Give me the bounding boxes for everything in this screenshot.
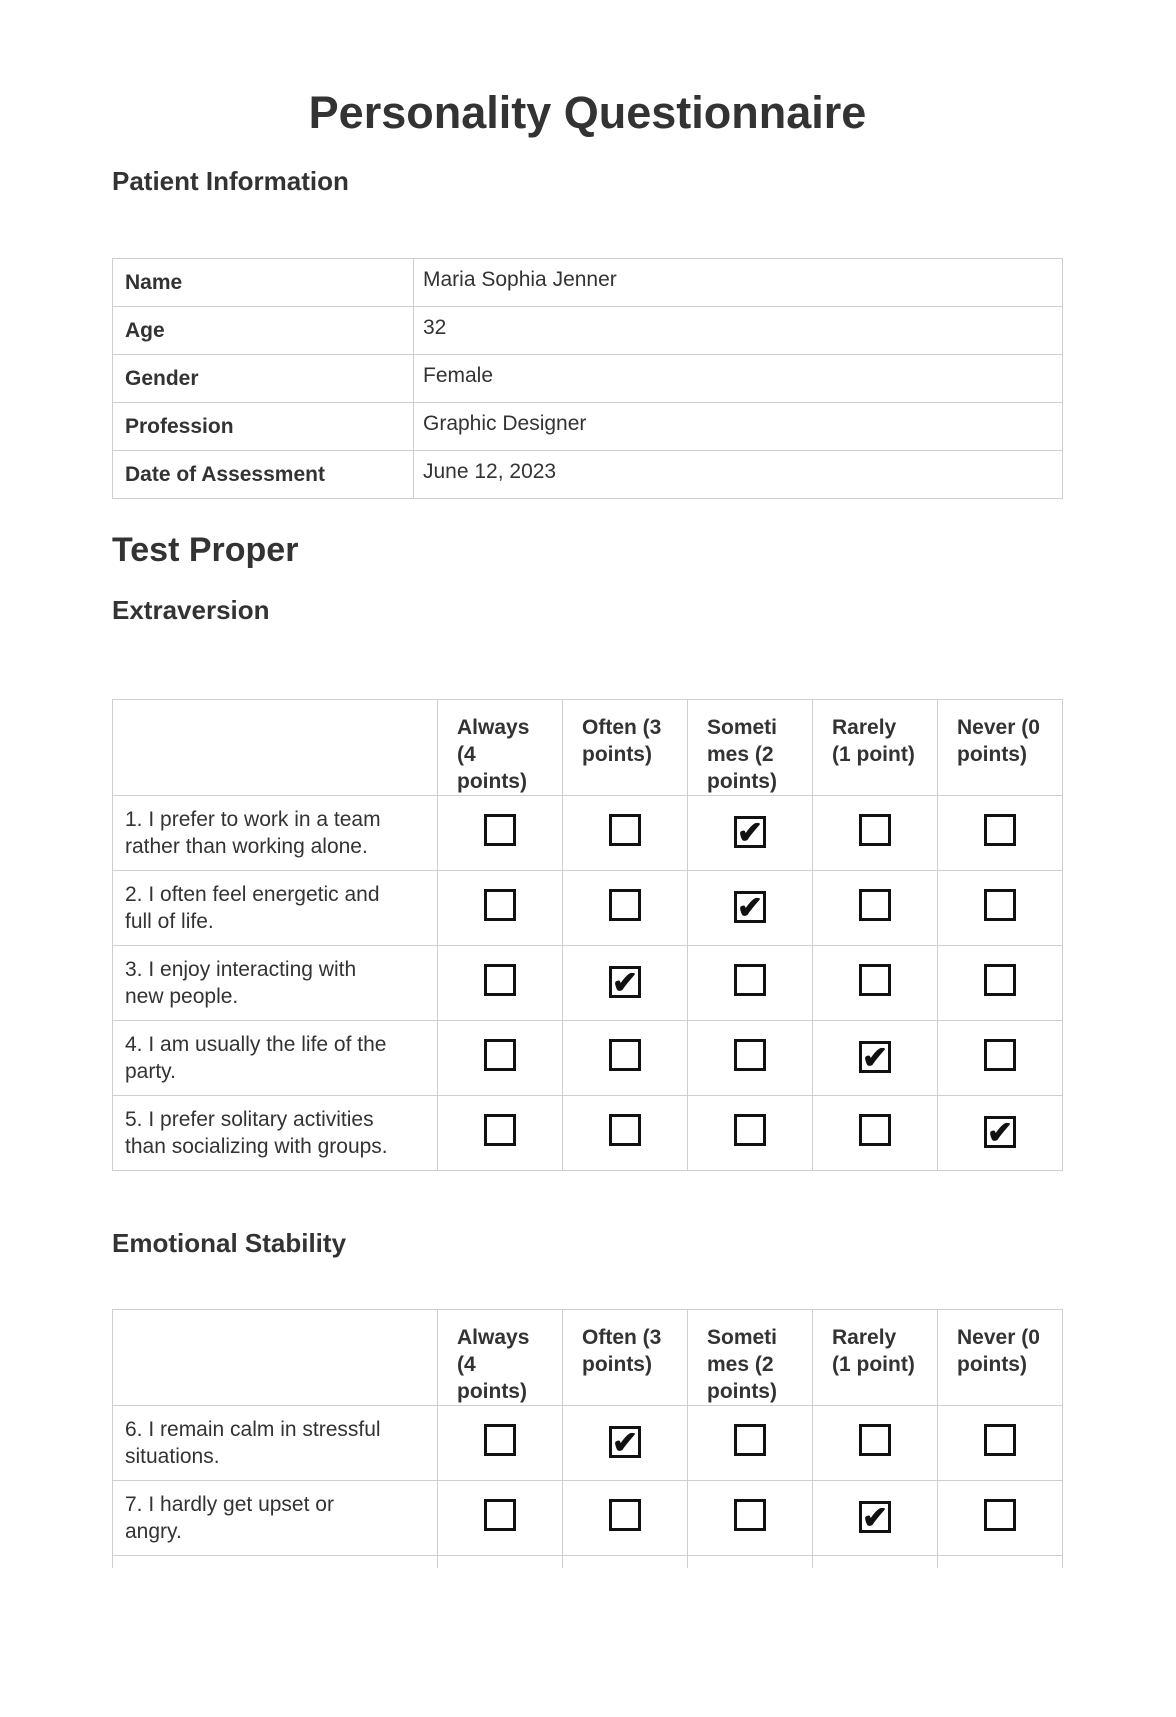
table-row (113, 451, 1063, 499)
field-label-gender: Gender (113, 355, 414, 403)
emotional-stability-table (112, 1309, 1063, 1568)
extraversion-heading: Extraversion (112, 595, 270, 625)
question-row (113, 871, 1063, 946)
emotional-stability-heading: Emotional Stability (112, 1228, 347, 1258)
question-row (113, 1406, 1063, 1481)
checkbox-never[interactable]: ✔ (984, 1116, 1016, 1148)
checkbox-always[interactable] (484, 1499, 516, 1531)
checkbox-often[interactable] (609, 814, 641, 846)
header-row (113, 1310, 1063, 1406)
checkbox-sometimes[interactable] (734, 1424, 766, 1456)
column-header-never: Never (0 points) (938, 1310, 1063, 1406)
checkbox-rarely[interactable] (859, 889, 891, 921)
checkbox-sometimes[interactable]: ✔ (734, 891, 766, 923)
question-row (113, 796, 1063, 871)
checkbox-sometimes[interactable]: ✔ (734, 816, 766, 848)
document-page (0, 87, 1063, 1568)
question-text: 7. I hardly get upset or angry. (113, 1481, 438, 1556)
patient-information-heading: Patient Information (112, 166, 349, 196)
question-column-header (113, 700, 438, 796)
question-row (113, 1021, 1063, 1096)
test-proper-heading: Test Proper (112, 531, 299, 569)
table-row (113, 307, 1063, 355)
checkbox-sometimes[interactable] (734, 1114, 766, 1146)
question-text: 2. I often feel energetic and full of life. (113, 871, 438, 946)
field-label-date-of-assessment: Date of Assessment (113, 451, 414, 499)
clipped-row (113, 1556, 1063, 1568)
checkbox-always[interactable] (484, 1424, 516, 1456)
field-label-name: Name (113, 259, 414, 307)
field-value-name: Maria Sophia Jenner (414, 259, 1063, 307)
field-label-profession: Profession (113, 403, 414, 451)
checkbox-often[interactable] (609, 889, 641, 921)
column-header-sometimes: Sometimes (2 points) (688, 1310, 813, 1406)
field-value-profession: Graphic Designer (414, 403, 1063, 451)
question-column-header (113, 1310, 438, 1406)
page-title: Personality Questionnaire (308, 87, 867, 138)
column-header-never: Never (0 points) (938, 700, 1063, 796)
header-row (113, 700, 1063, 796)
question-row (113, 946, 1063, 1021)
checkbox-rarely[interactable]: ✔ (859, 1501, 891, 1533)
checkbox-always[interactable] (484, 1114, 516, 1146)
table-row (113, 355, 1063, 403)
checkbox-never[interactable] (984, 1499, 1016, 1531)
checkbox-often[interactable]: ✔ (609, 1426, 641, 1458)
checkbox-always[interactable] (484, 964, 516, 996)
field-value-age: 32 (414, 307, 1063, 355)
checkbox-always[interactable] (484, 889, 516, 921)
question-text: 1. I prefer to work in a team rather than working alone. (113, 796, 438, 871)
column-header-often: Often (3 points) (563, 700, 688, 796)
column-header-rarely: Rarely (1 point) (813, 1310, 938, 1406)
column-header-often: Often (3 points) (563, 1310, 688, 1406)
checkbox-rarely[interactable] (859, 964, 891, 996)
checkbox-sometimes[interactable] (734, 964, 766, 996)
checkbox-rarely[interactable] (859, 1114, 891, 1146)
checkbox-often[interactable] (609, 1114, 641, 1146)
question-row (113, 1481, 1063, 1556)
table-row (113, 403, 1063, 451)
column-header-always: Always (4 points) (438, 1310, 563, 1406)
checkbox-never[interactable] (984, 889, 1016, 921)
column-header-rarely: Rarely (1 point) (813, 700, 938, 796)
checkbox-never[interactable] (984, 814, 1016, 846)
question-text: 3. I enjoy interacting with new people. (113, 946, 438, 1021)
question-text: 4. I am usually the life of the party. (113, 1021, 438, 1096)
checkbox-rarely[interactable]: ✔ (859, 1041, 891, 1073)
checkbox-never[interactable] (984, 964, 1016, 996)
table-row (113, 259, 1063, 307)
checkbox-often[interactable] (609, 1499, 641, 1531)
checkbox-never[interactable] (984, 1039, 1016, 1071)
question-text: 5. I prefer solitary activities than socializing with groups. (113, 1096, 438, 1171)
question-row (113, 1096, 1063, 1171)
checkbox-rarely[interactable] (859, 1424, 891, 1456)
checkbox-always[interactable] (484, 814, 516, 846)
checkbox-always[interactable] (484, 1039, 516, 1071)
checkbox-sometimes[interactable] (734, 1039, 766, 1071)
field-value-date-of-assessment: June 12, 2023 (414, 451, 1063, 499)
question-text: 6. I remain calm in stressful situations. (113, 1406, 438, 1481)
checkbox-never[interactable] (984, 1424, 1016, 1456)
column-header-sometimes: Sometimes (2 points) (688, 700, 813, 796)
checkbox-sometimes[interactable] (734, 1499, 766, 1531)
column-header-always: Always (4 points) (438, 700, 563, 796)
field-value-gender: Female (414, 355, 1063, 403)
checkbox-rarely[interactable] (859, 814, 891, 846)
checkbox-often[interactable]: ✔ (609, 966, 641, 998)
checkbox-often[interactable] (609, 1039, 641, 1071)
extraversion-table (112, 699, 1063, 1171)
patient-info-table (112, 258, 1063, 499)
field-label-age: Age (113, 307, 414, 355)
